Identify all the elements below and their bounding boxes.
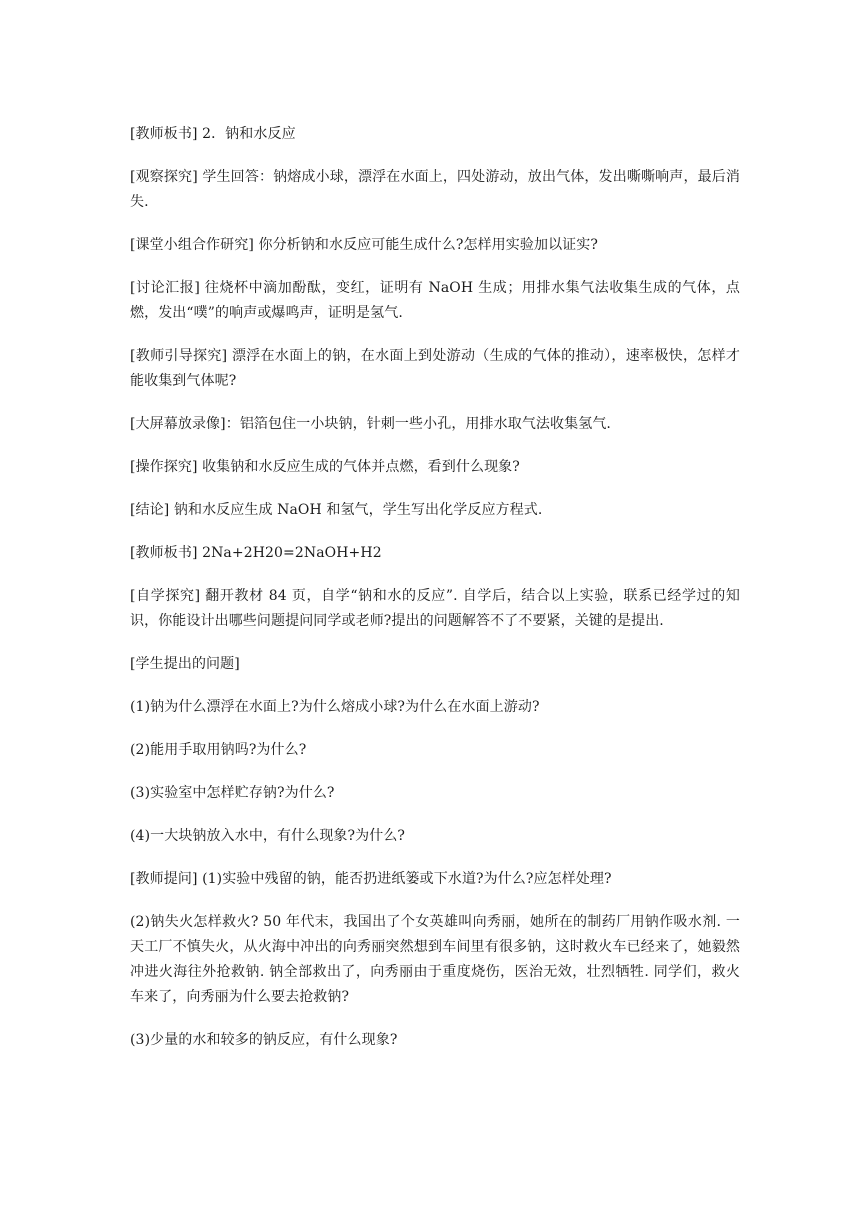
paragraph-screen-video: [大屏幕放录像]：铝箔包住一小块钠，针刺一些小孔，用排水取气法收集氢气.: [130, 416, 611, 432]
paragraph-self-study: [自学探究] 翻开教材 84 页，自学“钠和水的反应”. 自学后，结合以上实验，联系已经学过的知识，你能设计出哪些问题提问同学或老师?提出的问题解答不了不要紧，关键的是提出.: [130, 588, 740, 629]
paragraph-observe-explore: [观察探究] 学生回答：钠熔成小球，漂浮在水面上，四处游动，放出气体，发出嘶嘶响声，最后消失.: [130, 169, 740, 210]
paragraph-question-2: (2)能用手取用钠吗?为什么?: [130, 742, 307, 758]
paragraph-question-4: (4)一大块钠放入水中，有什么现象?为什么?: [130, 828, 406, 844]
paragraph-teacher-board-1: [教师板书] 2．钠和水反应: [130, 126, 296, 142]
paragraph-teacher-question-1: [教师提问] (1)实验中残留的钠，能否扔进纸篓或下水道?为什么?应怎样处理?: [130, 871, 612, 887]
paragraph-teacher-question-3: (3)少量的水和较多的钠反应，有什么现象?: [130, 1032, 398, 1048]
paragraph-teacher-question-2: (2)钠失火怎样救火? 50 年代末，我国出了个女英雄叫向秀丽，她所在的制药厂用钠作吸水剂. 一天工厂不慎失火，从火海中冲出的向秀丽突然想到车间里有很多钠，这时救火车已经来了，她毅然冲进火海往外抢救钠. 钠全部救出了，向秀丽由于重度烧伤，医治无效，壮烈牺牲. 同学们，救火车来了，向秀丽为什么要去抢救钠?: [130, 914, 740, 1005]
paragraph-teacher-board-2: [教师板书] 2Na+2H20=2NaOH+H2: [130, 545, 382, 561]
paragraph-conclusion: [结论] 钠和水反应生成 NaOH 和氢气，学生写出化学反应方程式.: [130, 502, 543, 518]
paragraph-discussion-report: [讨论汇报] 往烧杯中滴加酚酞，变红，证明有 NaOH 生成；用排水集气法收集生成的气体，点燃，发出“噗”的响声或爆鸣声，证明是氢气.: [130, 280, 740, 321]
paragraph-question-3: (3)实验室中怎样贮存钠?为什么?: [130, 785, 335, 801]
paragraph-group-research: [课堂小组合作研究] 你分析钠和水反应可能生成什么?怎样用实验加以证实?: [130, 237, 598, 253]
document-body: [130, 122, 740, 1053]
paragraph-operation-explore: [操作探究] 收集钠和水反应生成的气体并点燃，看到什么现象?: [130, 459, 520, 475]
paragraph-question-1: (1)钠为什么漂浮在水面上?为什么熔成小球?为什么在水面上游动?: [130, 699, 540, 715]
paragraph-student-questions-heading: [学生提出的问题]: [130, 656, 240, 672]
paragraph-teacher-guide: [教师引导探究] 漂浮在水面上的钠，在水面上到处游动（生成的气体的推动），速率极快，怎样才能收集到气体呢?: [130, 348, 740, 389]
